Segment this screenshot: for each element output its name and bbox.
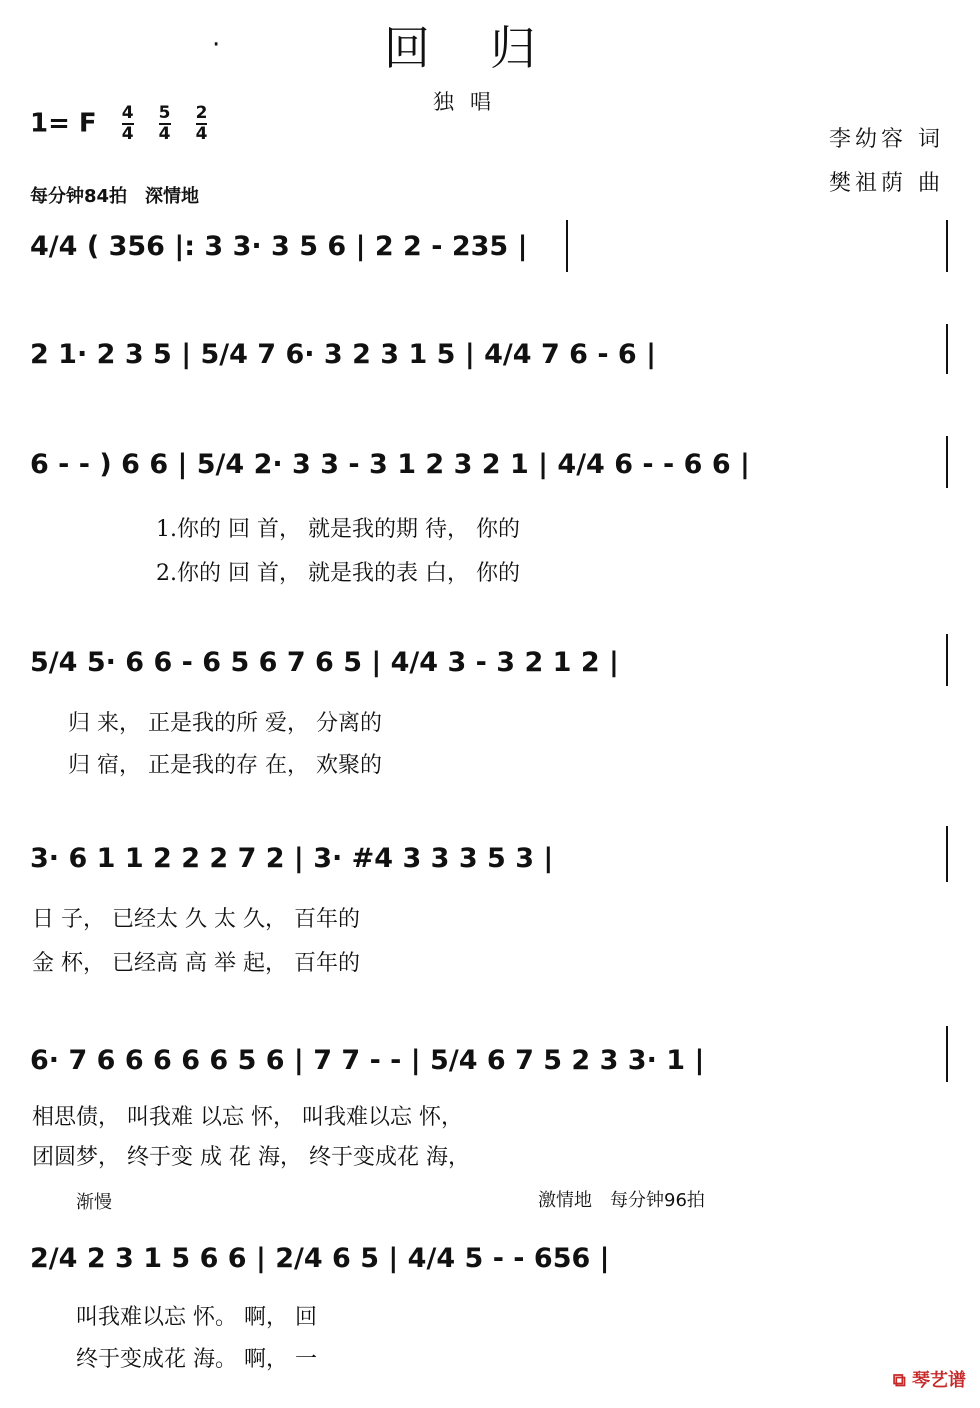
lyric-line-verse-1: 日 子， 已经太 久 太 久， 百年的: [32, 907, 360, 932]
score-line-4: [0, 634, 980, 704]
lyric-line-verse-2: 终于变成花 海。 啊， 一: [76, 1347, 317, 1372]
score-line-6: [0, 1026, 980, 1096]
lyric-line-verse-2: 金 杯， 已经高 高 举 起， 百年的: [32, 951, 360, 976]
key-signature: 1= F: [30, 108, 97, 139]
lyric-line-verse-2: 2.你的 回 首， 就是我的表 白， 你的: [156, 561, 520, 586]
bar-line: [946, 324, 948, 374]
title-dot: ·: [212, 30, 221, 60]
score-line-1: [0, 220, 980, 290]
lyric-line-verse-1: 归 来， 正是我的所 爱， 分离的: [68, 711, 382, 736]
score-line-text: 3· 6 1 1 2 2 2 7 2 | 3· #4 3 3 3 5 3 |: [30, 843, 554, 874]
key-and-meter: [30, 104, 207, 144]
score-line-text: 4/4 ( 356 |: 3 3· 3 5 6 | 2 2 - 235 |: [30, 231, 528, 262]
lyric-line-verse-2: 团圆梦， 终于变 成 花 海， 终于变成花 海，: [32, 1145, 470, 1170]
bar-line: [946, 634, 948, 686]
logo-text: 琴艺谱: [912, 1370, 966, 1391]
time-signature-1: $\frac{4}{4}$: [121, 103, 134, 144]
song-subtitle: 独唱: [433, 90, 507, 114]
bar-line: [946, 826, 948, 882]
score-line-7: [0, 1232, 980, 1302]
lyric-line-verse-1: 相思债， 叫我难 以忘 怀， 叫我难以忘 怀，: [32, 1105, 463, 1130]
score-line-3: [0, 436, 980, 506]
score-line-text: 2/4 2 3 1 5 6 6 | 2/4 6 5 | 4/4 5 - - 656 |: [30, 1243, 610, 1274]
song-title: 回归: [384, 21, 596, 75]
bar-line: [946, 1026, 948, 1082]
score-line-text: 2 1· 2 3 5 | 5/4 7 6· 3 2 3 1 5 | 4/4 7 6 - 6 |: [30, 339, 656, 370]
composer-credit: 樊祖荫 曲: [829, 171, 944, 196]
score-line-text: 5/4 5· 6 6 - 6 5 6 7 6 5 | 4/4 3 - 3 2 1 2 |: [30, 647, 619, 678]
lyric-line-verse-2: 归 宿， 正是我的存 在， 欢聚的: [68, 753, 382, 778]
score-line-2: [0, 324, 980, 394]
time-signature-2: $\frac{5}{4}$: [158, 103, 171, 144]
ritardando-mark: 渐慢: [76, 1192, 112, 1213]
score-line-text: 6 - - ) 6 6 | 5/4 2· 3 3 - 3 1 2 3 2 1 | 4/4 6 - - 6 6 |: [30, 449, 750, 480]
bar-line: [566, 220, 568, 272]
lyric-line-verse-1: 叫我难以忘 怀。 啊， 回: [76, 1305, 317, 1330]
bar-line: [946, 220, 948, 272]
lyricist-credit: 李幼容 词: [829, 127, 944, 152]
tempo-marking: 每分钟84拍 深情地: [30, 186, 200, 207]
lyric-line-verse-1: 1.你的 回 首， 就是我的期 待， 你的: [156, 517, 520, 542]
site-logo: [893, 1366, 966, 1392]
score-line-text: 6· 7 6 6 6 6 6 5 6 | 7 7 - - | 5/4 6 7 5 2 3 3· 1 |: [30, 1045, 705, 1076]
time-signature-3: $\frac{2}{4}$: [195, 103, 208, 144]
score-line-5: [0, 826, 980, 896]
logo-icon: ⧉: [892, 1370, 906, 1391]
bar-line: [946, 436, 948, 488]
tempo-change-mark: 激情地 每分钟96拍: [538, 1190, 705, 1211]
